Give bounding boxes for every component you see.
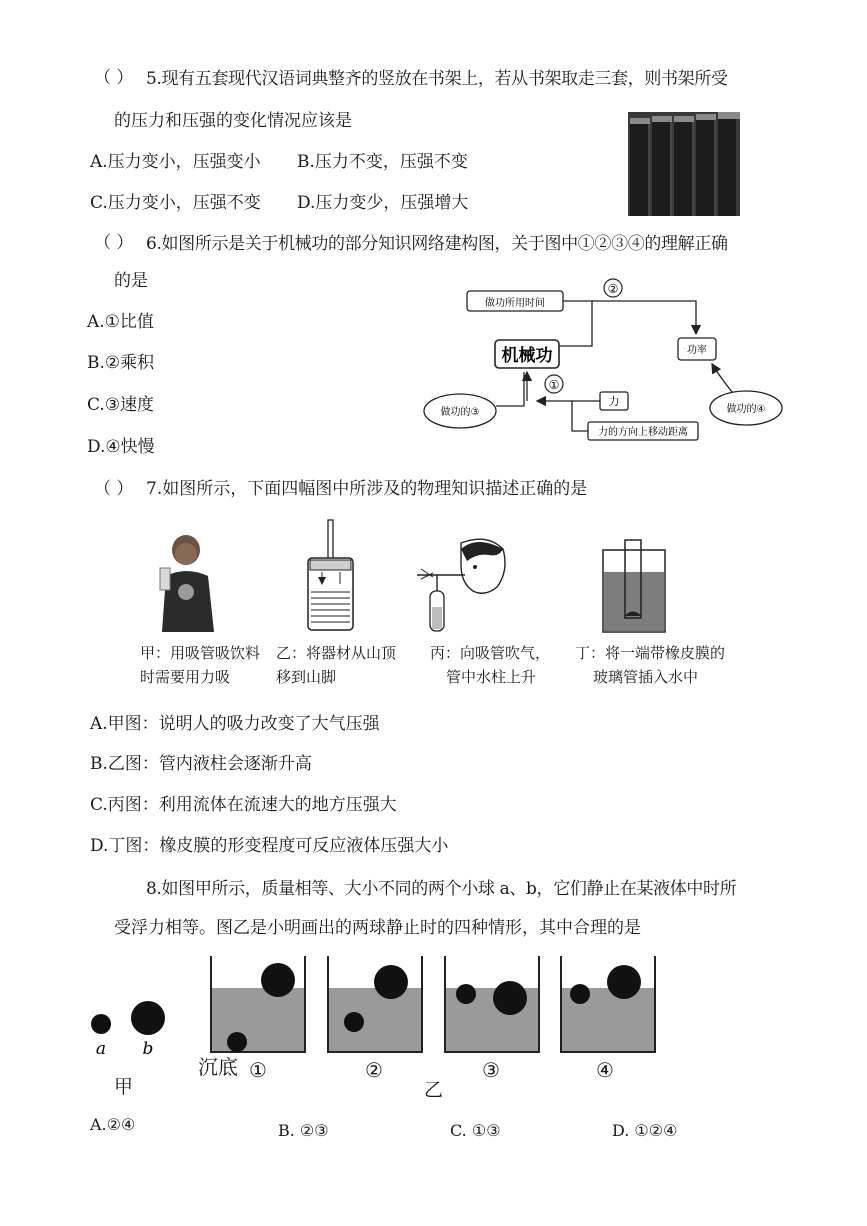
circle-1-label: ① (548, 378, 560, 392)
fig-yi-label: 乙 (424, 1079, 444, 1101)
work-knowledge-diagram (420, 274, 790, 444)
beaker-4-ball-b (607, 965, 641, 999)
time-box-label: 做功所用时间 (485, 298, 545, 309)
beaker-3-ball-a (456, 984, 476, 1004)
beaker-3-ball-b (493, 981, 527, 1015)
q5-option-a[interactable]: A.压力变小，压强变小 (90, 152, 261, 172)
figure-yi-bottle (308, 520, 354, 632)
beaker-3 (444, 956, 540, 1054)
figure-jia-child-drinking (158, 532, 218, 632)
q5-stem-line1: 5.现有五套现代汉语词典整齐的竖放在书架上，若从书架取走三套，则书架所受 (146, 69, 728, 89)
q7-option-c[interactable]: C.丙图：利用流体在流速大的地方压强大 (90, 795, 397, 815)
q5-option-b[interactable]: B.压力不变，压强不变 (297, 152, 468, 172)
q6-stem-line2: 的是 (114, 271, 148, 291)
ball-a-label: a (95, 1039, 107, 1059)
power-box-label: 功率 (687, 345, 707, 356)
ellipse-right-label: 做功的④ (726, 404, 766, 415)
ball-a (91, 1014, 111, 1034)
q8-option-d[interactable]: D. ①②④ (612, 1121, 678, 1140)
q7-caption-jia-line2: 时需要用力吸 (140, 668, 231, 686)
beaker-1-ball-b (261, 963, 295, 997)
q8-option-a[interactable]: A.②④ (90, 1115, 136, 1134)
q7-caption-ding-line1: 丁：将一端带橡皮膜的 (575, 644, 726, 662)
figure-ding-beaker (603, 540, 667, 634)
q7-caption-yi-line2: 移到山脚 (276, 668, 337, 686)
figure-bing-blowing (417, 535, 509, 633)
q6-option-c[interactable]: C.③速度 (87, 395, 155, 415)
q6-option-a[interactable]: A.①比值 (87, 312, 154, 332)
beaker-2-label: ② (365, 1058, 383, 1082)
q7-bracket: （ ） (94, 479, 134, 499)
q6-bracket: （ ） (94, 233, 134, 253)
q8-stem-line1: 8.如图甲所示，质量相等、大小不同的两个小球 a、b，它们静止在某液体中时所 (146, 879, 737, 899)
beaker-1-ball-a (227, 1032, 247, 1052)
q5-stem-line2: 的压力和压强的变化情况应该是 (114, 111, 352, 131)
work-box-label: 机械功 (501, 346, 553, 366)
q8-stem-line2: 受浮力相等。图乙是小明画出的两球静止时的四种情形，其中合理的是 (114, 918, 641, 938)
distance-box-label: 力的方向上移动距离 (598, 427, 688, 438)
sink-label: 沉底 (198, 1055, 238, 1079)
beaker-1 (210, 956, 306, 1054)
q7-caption-ding-line2: 玻璃管插入水中 (593, 668, 699, 686)
q7-stem: 7.如图所示，下面四幅图中所涉及的物理知识描述正确的是 (146, 479, 588, 499)
q6-option-b[interactable]: B.②乘积 (87, 353, 155, 373)
q7-caption-yi-line1: 乙：将器材从山顶 (276, 644, 397, 662)
beaker-4-label: ④ (596, 1058, 614, 1082)
q5-option-c[interactable]: C.压力变小，压强不变 (90, 193, 261, 213)
q7-option-a[interactable]: A.甲图：说明人的吸力改变了大气压强 (90, 714, 380, 734)
ellipse-left-label: 做功的③ (440, 407, 480, 418)
bookshelf-image (628, 108, 740, 216)
beaker-2 (327, 956, 423, 1054)
q5-bracket: （ ） (94, 68, 134, 88)
ball-b-label: b (142, 1039, 154, 1059)
beaker-1-label: ① (249, 1058, 267, 1082)
q7-caption-bing-line1: 丙：向吸管吹气， (430, 644, 551, 662)
force-box-label: 力 (608, 395, 620, 408)
figure-jia-balls (88, 996, 168, 1060)
beaker-2-ball-b (374, 965, 408, 999)
q8-option-c[interactable]: C. ①③ (450, 1121, 501, 1140)
fig-jia-label: 甲 (114, 1076, 134, 1098)
q7-caption-jia-line1: 甲：用吸管吸饮料 (140, 644, 261, 662)
beaker-4 (560, 956, 656, 1054)
beaker-3-label: ③ (482, 1058, 500, 1082)
circle-2-label: ② (607, 282, 619, 296)
q7-option-d[interactable]: D.丁图：橡皮膜的形变程度可反应液体压强大小 (90, 836, 449, 856)
q5-option-d[interactable]: D.压力变少，压强增大 (297, 193, 469, 213)
q6-option-d[interactable]: D.④快慢 (87, 437, 155, 457)
ball-b (131, 1001, 165, 1035)
q6-stem-line1: 6.如图所示是关于机械功的部分知识网络建构图，关于图中①②③④的理解正确 (146, 234, 728, 254)
q8-option-b[interactable]: B. ②③ (278, 1121, 329, 1140)
q7-caption-bing-line2: 管中水柱上升 (446, 668, 537, 686)
q7-option-b[interactable]: B.乙图：管内液柱会逐渐升高 (90, 754, 312, 774)
beaker-2-ball-a (344, 1012, 364, 1032)
beaker-4-ball-a (570, 984, 590, 1004)
